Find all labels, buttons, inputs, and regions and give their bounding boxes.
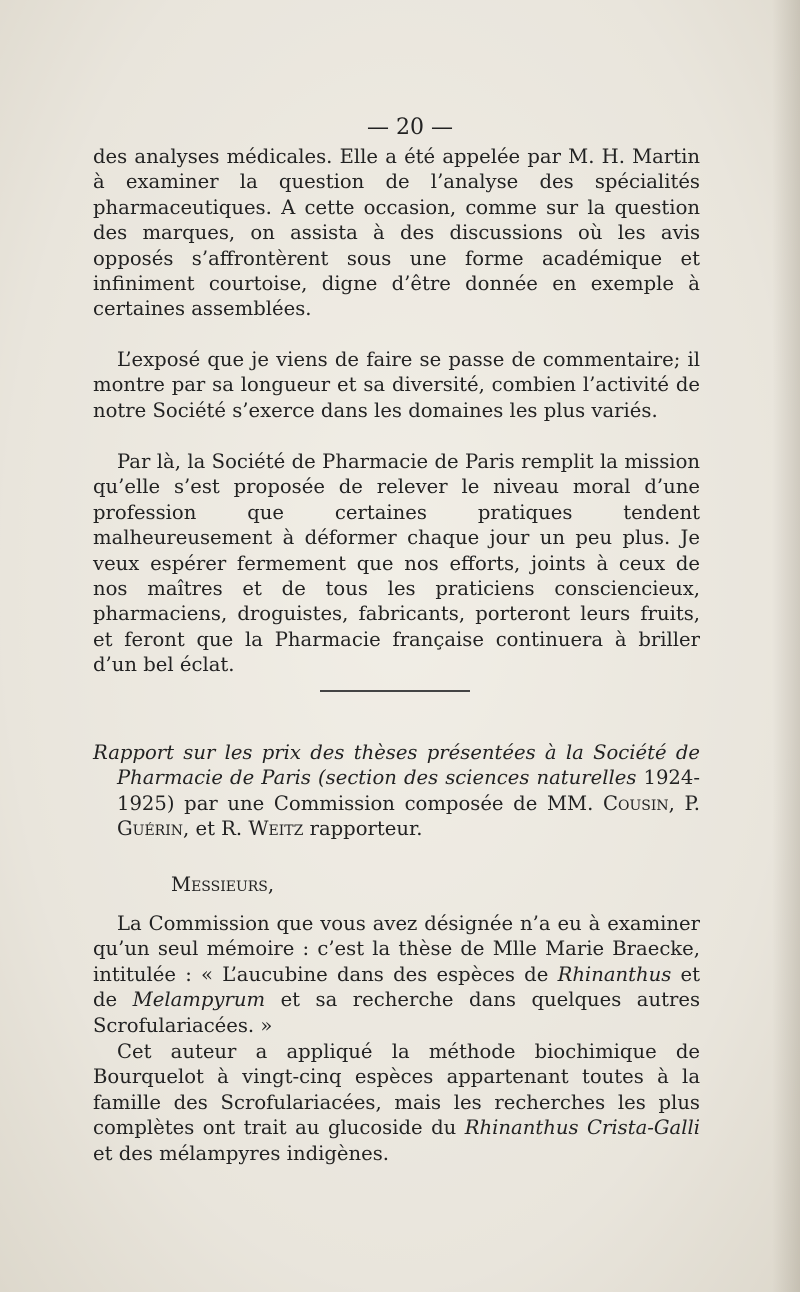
paragraph-2: L’exposé que je viens de faire se passe de commentaire; il montre par sa longueur et sa diversité, combien l’activité de notre Société s’exerce dans les domaines les plus variés.	[93, 348, 700, 422]
p4-text-c: et de	[93, 962, 701, 1012]
report-title-rest: 1924-1925) par une Commission composée de MM.	[117, 766, 700, 815]
member-weitz: Weitz	[248, 817, 304, 841]
report-suffix: rapporteur.	[309, 817, 423, 841]
member-cousin: Cousin	[603, 791, 669, 815]
member-3-prefix: et R.	[195, 817, 243, 841]
member-2-prefix: P.	[684, 791, 700, 815]
paragraph-3: Par là, la Société de Pharmacie de Paris remplit la mission qu’elle s’est proposée de relever le niveau moral d’une profession que certaines pratiques tendent malheureusement à déformer chaque jour un peu plus. Je veux espérer fermement que nos efforts, joints à ceux de nos maîtres et de tous les praticiens consciencieux, pharmaciens, droguistes, fabricants, porteront leurs fruits, et feront que la Pharmacie française continuera à briller d’un bel éclat.	[93, 450, 700, 677]
p4-genus-rhinanthus: Rhinanthus	[557, 962, 672, 986]
p5-text-a: Cet auteur a appliqué la méthode biochimique de Bourquelot à vingt-cinq espèces appartenant toutes à la famille des Scrofulariacées, mais les recherches les plus complètes ont trait au glucoside du	[93, 1040, 700, 1140]
p5-species-name: Rhinanthus Crista-Galli	[464, 1116, 700, 1140]
paragraph-4	[93, 911, 700, 1038]
paragraph-5	[93, 1039, 700, 1166]
page-edge-shadow	[772, 0, 800, 1292]
paragraph-1: des analyses médicales. Elle a été appelée par M. H. Martin à examiner la question de l’analyse des spécialités pharmaceutiques. A cette occasion, comme sur la question des marques, on assista à des discussions où les avis opposés s’affrontèrent sous une forme académique et infiniment courtoise, digne d’être donnée en exemple à certaines assemblées.	[93, 145, 700, 321]
section-divider	[320, 690, 470, 692]
salutation: Messieurs,	[171, 873, 275, 896]
p4-genus-melampyrum: Melampyrum	[132, 988, 266, 1012]
p5-text-c: et des mélampyres indigènes.	[93, 1141, 390, 1165]
page-number: — 20 —	[367, 115, 453, 140]
report-title: Rapport sur les prix des thèses présentées à la Société de Pharmacie de Paris (section des sciences naturelles 1924-1925) par une Commission composée de MM. Cousin, P. Guérin, et R. Weitz rapporteur.	[93, 741, 700, 841]
report-title-italic: Rapport sur les prix des thèses présentées à la Société de Pharmacie de Paris (section des sciences naturelles	[93, 741, 700, 790]
p4-text-a: La Commission que vous avez désignée n’a eu à examiner qu’un seul mémoire : c’est la thèse de Mlle Marie Braecke, intitulée : « L’aucubine dans des espèces de	[93, 912, 700, 986]
p4-text-e: et sa recherche dans quelques autres Scrofulariacées. »	[93, 988, 700, 1037]
member-guerin: Guérin	[117, 817, 183, 841]
